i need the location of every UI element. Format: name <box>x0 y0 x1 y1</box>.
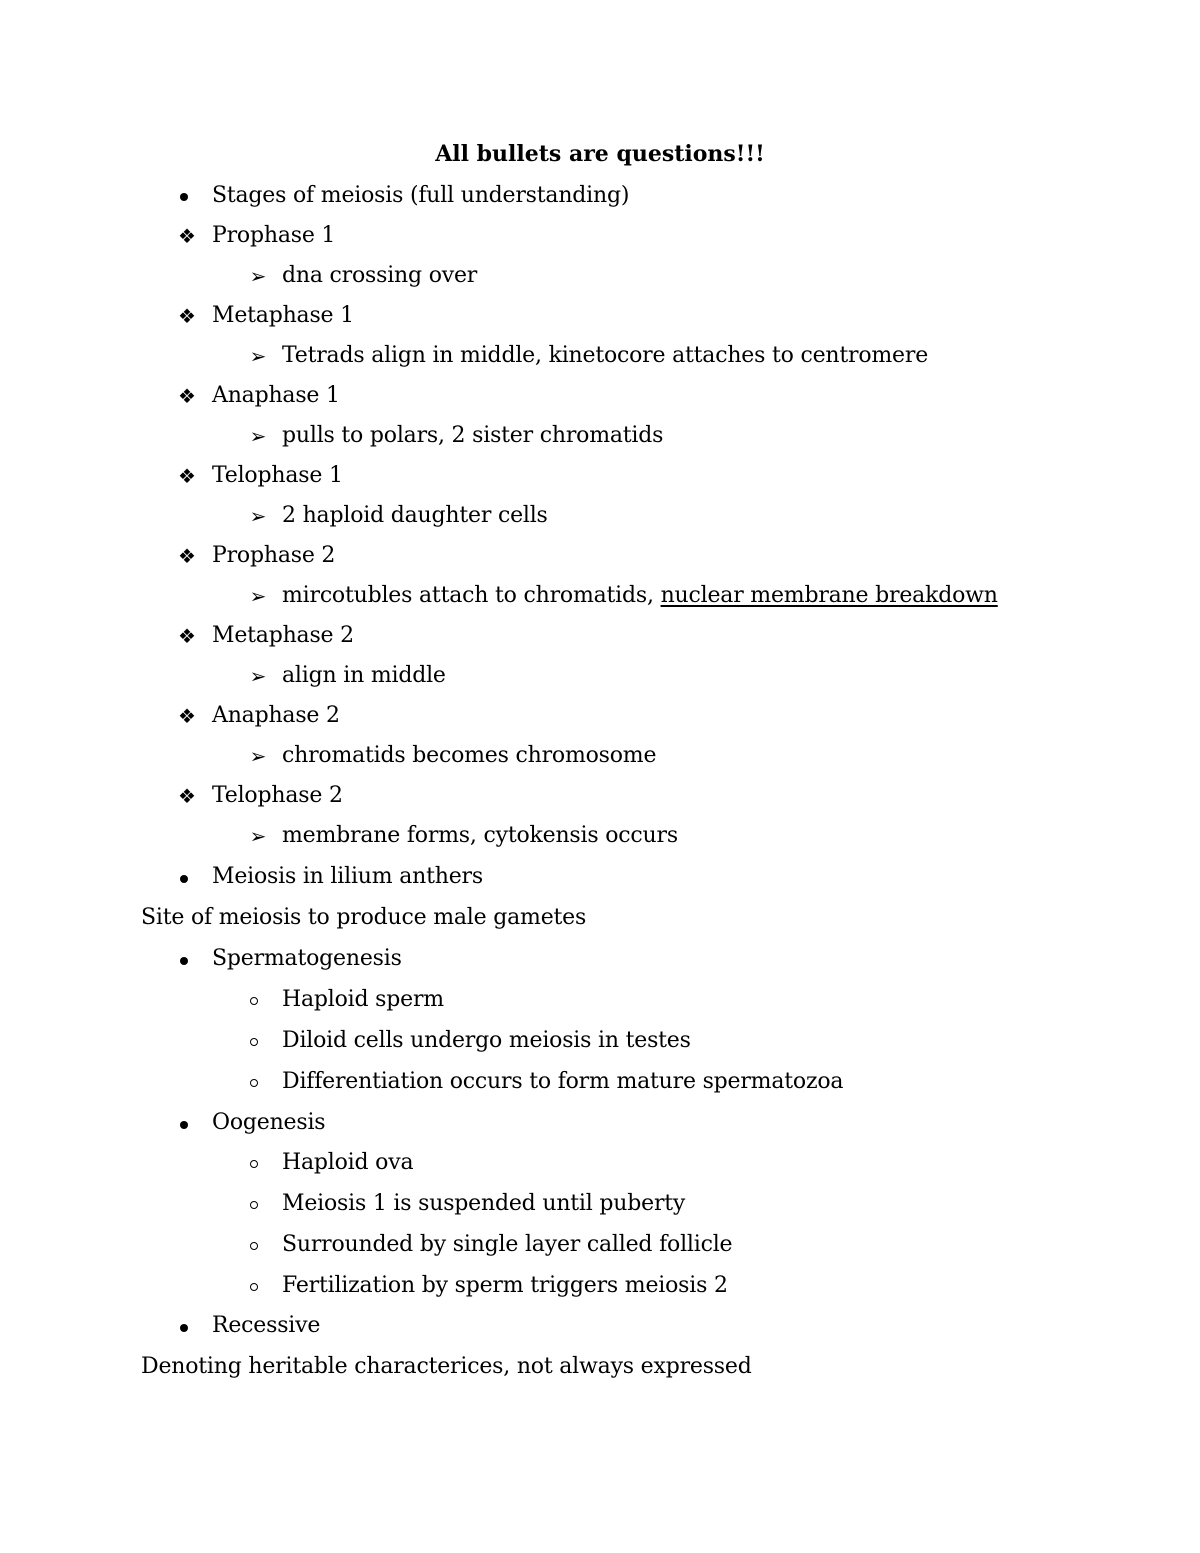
diamond-bullet-icon: ❖ <box>178 544 196 568</box>
hollow-circle-icon <box>250 1038 258 1046</box>
stage-note: align in middle <box>282 663 446 688</box>
stage-name: Telophase 2 <box>212 783 343 808</box>
list-item: Meiosis 1 is suspended until puberty <box>282 1191 686 1216</box>
stage-note-text: mircotubles attach to chromatids, <box>282 583 661 608</box>
stage-note: dna crossing over <box>282 263 478 288</box>
document-title: All bullets are questions!!! <box>435 141 765 167</box>
stage-note: chromatids becomes chromosome <box>282 743 657 768</box>
stage-note-underlined: nuclear membrane breakdown <box>660 583 998 608</box>
hollow-circle-icon <box>250 1160 258 1168</box>
bullet-dot-icon <box>180 1324 188 1332</box>
stage-name: Prophase 1 <box>212 223 336 248</box>
diamond-bullet-icon: ❖ <box>178 464 196 488</box>
stage-note: Tetrads align in middle, kinetocore attaches to centromere <box>282 343 929 368</box>
bullet-dot-icon <box>180 1121 188 1129</box>
list-item: Surrounded by single layer called follicle <box>282 1232 733 1257</box>
stage-note: membrane forms, cytokensis occurs <box>282 823 678 848</box>
meiosis-heading: Stages of meiosis (full understanding) <box>212 183 630 208</box>
arrow-bullet-icon: ➢ <box>249 664 267 688</box>
hollow-circle-icon <box>250 1283 258 1291</box>
stage-name: Anaphase 2 <box>212 703 340 728</box>
list-item: Diloid cells undergo meiosis in testes <box>282 1028 691 1053</box>
arrow-bullet-icon: ➢ <box>249 744 267 768</box>
arrow-bullet-icon: ➢ <box>249 584 267 608</box>
stage-name: Metaphase 2 <box>212 623 354 648</box>
bullet-dot-icon <box>180 957 188 965</box>
arrow-bullet-icon: ➢ <box>249 264 267 288</box>
oogenesis-heading: Oogenesis <box>212 1110 326 1135</box>
hollow-circle-icon <box>250 1201 258 1209</box>
stage-name: Prophase 2 <box>212 543 336 568</box>
arrow-bullet-icon: ➢ <box>249 424 267 448</box>
stage-note <box>282 582 998 610</box>
diamond-bullet-icon: ❖ <box>178 784 196 808</box>
recessive-heading: Recessive <box>212 1313 321 1338</box>
stage-name: Anaphase 1 <box>212 383 340 408</box>
list-item: Differentiation occurs to form mature spermatozoa <box>282 1069 844 1094</box>
stage-note: pulls to polars, 2 sister chromatids <box>282 423 664 448</box>
list-item: Haploid ova <box>282 1150 414 1175</box>
stage-name: Metaphase 1 <box>212 303 354 328</box>
diamond-bullet-icon: ❖ <box>178 224 196 248</box>
bullet-dot-icon <box>180 875 188 883</box>
list-item: Fertilization by sperm triggers meiosis 2 <box>282 1273 728 1298</box>
stage-note: 2 haploid daughter cells <box>282 503 548 528</box>
arrow-bullet-icon: ➢ <box>249 344 267 368</box>
diamond-bullet-icon: ❖ <box>178 624 196 648</box>
stage-name: Telophase 1 <box>212 463 343 488</box>
hollow-circle-icon <box>250 1079 258 1087</box>
list-item: Haploid sperm <box>282 987 444 1012</box>
bullet-dot-icon <box>180 193 188 201</box>
diamond-bullet-icon: ❖ <box>178 704 196 728</box>
recessive-definition: Denoting heritable characterices, not always expressed <box>141 1354 752 1379</box>
spermatogenesis-heading: Spermatogenesis <box>212 946 402 971</box>
lilium-definition: Site of meiosis to produce male gametes <box>141 905 587 930</box>
arrow-bullet-icon: ➢ <box>249 824 267 848</box>
arrow-bullet-icon: ➢ <box>249 504 267 528</box>
diamond-bullet-icon: ❖ <box>178 384 196 408</box>
hollow-circle-icon <box>250 1242 258 1250</box>
hollow-circle-icon <box>250 997 258 1005</box>
diamond-bullet-icon: ❖ <box>178 304 196 328</box>
lilium-heading: Meiosis in lilium anthers <box>212 864 483 889</box>
